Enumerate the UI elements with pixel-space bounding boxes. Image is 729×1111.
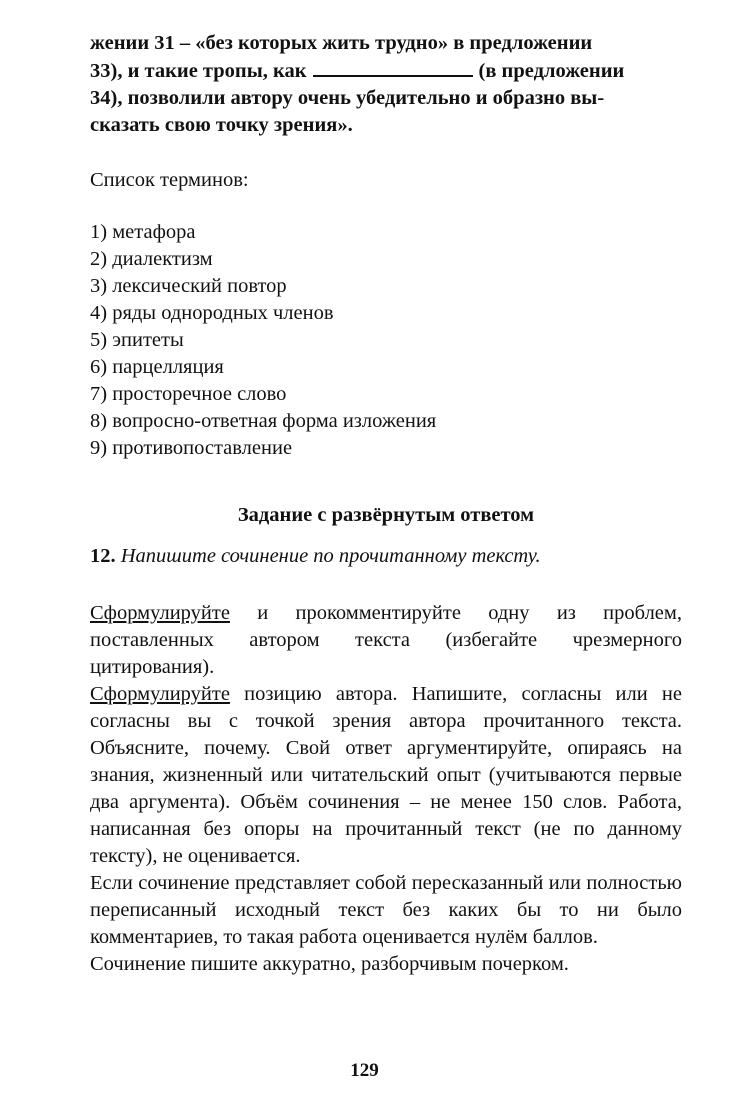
term-item: 2) диалектизм [90, 248, 213, 270]
term-item: 5) эпитеты [90, 329, 184, 351]
instruction-paragraph-2 [90, 681, 682, 870]
intro-line-4: сказать свою точку зрения». [90, 114, 353, 136]
term-item: 7) просторечное слово [90, 383, 287, 405]
instruction-paragraph-1 [90, 600, 682, 681]
instruction-text: позицию автора. Напишите, согласны или не согласны вы с точкой зрения автора прочитанного текста. Объясните, почему. Свой ответ аргументируйте, опираясь на знания, жизненный или читательский опыт (учитываются первые два аргумента). Объём сочинения – не менее 150 слов. Работа, написанная без опоры на прочитанный текст (не по данному тексту), не оценивается. [90, 683, 682, 867]
term-item: 4) ряды однородных членов [90, 302, 334, 324]
underlined-verb: Сформулируйте [90, 602, 230, 624]
intro-line-2-start: 33), и такие тропы, как [90, 60, 307, 82]
term-item: 1) метафора [90, 221, 196, 243]
term-item: 3) лексический повтор [90, 275, 287, 297]
section-heading: Задание с развёрнутым ответом [237, 504, 535, 526]
task-number: 12. [90, 545, 116, 567]
term-item: 9) противопоставление [90, 437, 293, 459]
instructions [90, 600, 682, 978]
task-statement [90, 543, 682, 570]
page-content [90, 30, 682, 978]
term-item: 8) вопросно-ответная форма изложения [90, 410, 437, 432]
page-number: 129 [350, 1060, 379, 1081]
underlined-verb: Сформулируйте [90, 683, 230, 705]
answer-blank [313, 57, 473, 77]
intro-line-3: 34), позволили автору очень убедительно и образно вы- [90, 87, 605, 109]
terms-title: Список терминов: [90, 169, 249, 191]
instruction-paragraph-3: Если сочинение представляет собой пересказанный или полностью переписанный исходный текст без каких бы то ни было комментариев, то такая работа оценивается нулём баллов. [90, 872, 682, 948]
terms-list [90, 219, 682, 462]
intro-paragraph [90, 30, 682, 139]
intro-line-1: жении 31 – «без которых жить трудно» в предложении [90, 32, 593, 54]
instruction-paragraph-4: Сочинение пишите аккуратно, разборчивым почерком. [90, 953, 569, 975]
task-text: Напишите сочинение по прочитанному тексту. [120, 545, 541, 567]
intro-line-2 [90, 57, 682, 85]
instruction-text: и прокомментируйте одну из проблем, поставленных автором текста (избегайте чрезмерного цитирования). [90, 602, 682, 678]
term-item: 6) парцелляция [90, 356, 224, 378]
intro-line-2-end: (в предложении [478, 60, 625, 82]
